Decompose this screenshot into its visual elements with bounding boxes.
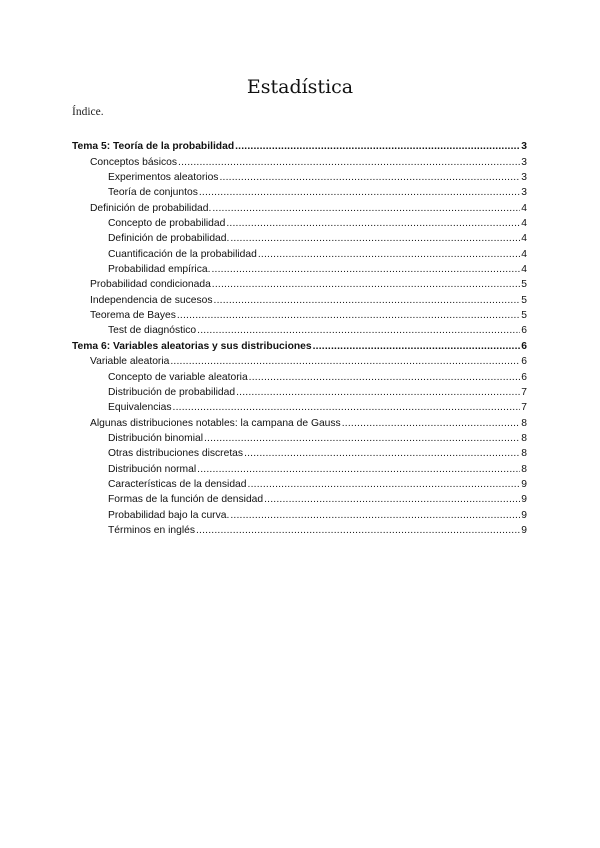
toc-page-number: 6 <box>521 325 527 337</box>
toc-entry-label: Distribución binomial <box>108 432 203 444</box>
toc-page-number: 8 <box>521 448 527 460</box>
toc-dot-leader <box>211 262 520 277</box>
toc-entry-label: Concepto de probabilidad <box>108 218 226 230</box>
toc-entry-label: Probabilidad bajo la curva. <box>108 509 230 521</box>
toc-entry[interactable] <box>72 323 527 338</box>
toc-page-number: 5 <box>521 310 527 322</box>
toc-entry-label: Probabilidad condicionada <box>90 279 211 291</box>
toc-entry[interactable] <box>72 246 527 261</box>
toc-dot-leader <box>230 508 520 523</box>
toc-dot-leader <box>249 370 521 385</box>
toc-entry-label: Tema 5: Teoría de la probabilidad <box>72 141 235 153</box>
toc-entry[interactable] <box>72 523 527 538</box>
toc-dot-leader <box>264 492 520 507</box>
toc-dot-leader <box>219 170 520 185</box>
toc-entry[interactable] <box>72 200 527 215</box>
toc-page-number: 6 <box>521 340 527 352</box>
toc-page-number: 8 <box>521 417 527 429</box>
toc-entry-label: Cuantificación de la probabilidad <box>108 248 257 260</box>
toc-entry-label: Conceptos básicos <box>90 156 178 168</box>
toc-page-number: 3 <box>521 172 527 184</box>
toc-page-number: 7 <box>521 402 527 414</box>
toc-dot-leader <box>212 277 520 292</box>
toc-page-number: 9 <box>521 478 527 490</box>
toc-dot-leader <box>197 323 520 338</box>
toc-dot-leader <box>248 477 521 492</box>
toc-entry[interactable] <box>72 154 527 169</box>
toc-dot-leader <box>197 462 520 477</box>
toc-page-number: 5 <box>521 279 527 291</box>
toc-entry-label: Concepto de variable aleatoria <box>108 371 248 383</box>
toc-dot-leader <box>258 247 520 262</box>
toc-page-number: 4 <box>521 202 527 214</box>
toc-entry[interactable] <box>72 354 527 369</box>
toc-dot-leader <box>177 308 520 323</box>
toc-entry-label: Otras distribuciones discretas <box>108 448 244 460</box>
toc-dot-leader <box>226 216 520 231</box>
toc-page-number: 3 <box>521 187 527 199</box>
toc-dot-leader <box>170 354 520 369</box>
toc-entry[interactable] <box>72 400 527 415</box>
toc-dot-leader <box>342 416 521 431</box>
toc-entry[interactable] <box>72 139 527 154</box>
toc-page-number: 4 <box>521 218 527 230</box>
toc-entry[interactable] <box>72 231 527 246</box>
toc-entry-label: Variable aleatoria <box>90 356 170 368</box>
toc-entry-label: Algunas distribuciones notables: la campana de Gauss <box>90 417 341 429</box>
toc-entry[interactable] <box>72 292 527 307</box>
toc-page-number: 9 <box>521 494 527 506</box>
toc-dot-leader <box>173 400 521 415</box>
toc-page-number: 8 <box>521 432 527 444</box>
toc-entry[interactable] <box>72 461 527 476</box>
toc-entry-label: Experimentos aleatorios <box>108 172 219 184</box>
toc-page-number: 4 <box>521 233 527 245</box>
toc-entry-label: Probabilidad empírica. <box>108 264 211 276</box>
toc-dot-leader <box>235 139 520 154</box>
toc-entry[interactable] <box>72 507 527 522</box>
toc-entry[interactable] <box>72 492 527 507</box>
toc-page-number: 3 <box>521 141 527 153</box>
toc-entry-label: Independencia de sucesos <box>90 294 213 306</box>
toc-page-number: 9 <box>521 509 527 521</box>
toc-page-number: 9 <box>521 524 527 536</box>
toc-dot-leader <box>196 523 520 538</box>
toc-entry[interactable] <box>72 308 527 323</box>
toc-entry-label: Teoría de conjuntos <box>108 187 198 199</box>
toc-entry-label: Distribución normal <box>108 463 197 475</box>
toc-entry-label: Distribución de probabilidad <box>108 386 236 398</box>
toc-entry-label: Definición de probabilidad. <box>108 233 230 245</box>
toc-entry[interactable] <box>72 185 527 200</box>
toc-dot-leader <box>178 155 520 170</box>
toc-entry-label: Teorema de Bayes <box>90 310 176 322</box>
toc-page-number: 4 <box>521 248 527 260</box>
toc-entry[interactable] <box>72 262 527 277</box>
toc-dot-leader <box>313 339 521 354</box>
toc-entry-label: Tema 6: Variables aleatorias y sus distribuciones <box>72 340 312 352</box>
toc-page-number: 5 <box>521 294 527 306</box>
toc-entry[interactable] <box>72 431 527 446</box>
toc-entry[interactable] <box>72 369 527 384</box>
toc-page-number: 3 <box>521 156 527 168</box>
toc-entry[interactable] <box>72 385 527 400</box>
table-of-contents <box>72 139 527 538</box>
toc-page-number: 7 <box>521 386 527 398</box>
toc-entry[interactable] <box>72 170 527 185</box>
toc-dot-leader <box>244 446 520 461</box>
index-heading: Índice. <box>72 106 104 118</box>
toc-entry[interactable] <box>72 446 527 461</box>
toc-entry-label: Definición de probabilidad. <box>90 202 212 214</box>
toc-page-number: 6 <box>521 356 527 368</box>
toc-entry-label: Términos en inglés <box>108 524 195 536</box>
toc-entry[interactable] <box>72 338 527 353</box>
toc-page-number: 6 <box>521 371 527 383</box>
toc-dot-leader <box>236 385 520 400</box>
toc-dot-leader <box>230 231 520 246</box>
toc-entry[interactable] <box>72 216 527 231</box>
toc-page-number: 8 <box>521 463 527 475</box>
toc-entry-label: Test de diagnóstico <box>108 325 197 337</box>
toc-entry[interactable] <box>72 415 527 430</box>
document-title: Estadística <box>246 76 354 98</box>
toc-dot-leader <box>214 293 521 308</box>
toc-entry-label: Formas de la función de densidad <box>108 494 264 506</box>
toc-entry[interactable] <box>72 477 527 492</box>
toc-entry-label: Equivalencias <box>108 402 172 414</box>
toc-page-number: 4 <box>521 264 527 276</box>
toc-entry-label: Características de la densidad <box>108 478 247 490</box>
toc-dot-leader <box>204 431 520 446</box>
toc-entry[interactable] <box>72 277 527 292</box>
toc-dot-leader <box>212 201 520 216</box>
toc-dot-leader <box>199 185 520 200</box>
